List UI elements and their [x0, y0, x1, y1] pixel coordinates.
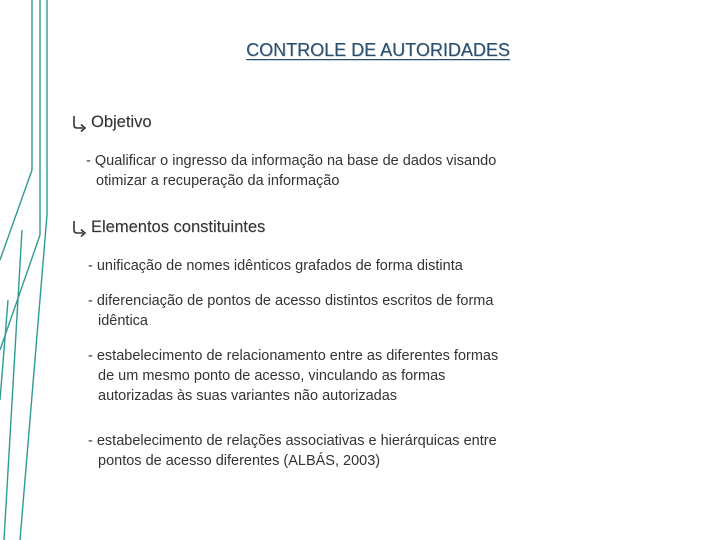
decorative-lines: [0, 0, 60, 540]
section-heading-text: Objetivo: [91, 113, 152, 131]
list-item-line: - diferenciação de pontos de acesso distintos escritos de forma: [88, 293, 494, 309]
list-item-line: - Qualificar o ingresso da informação na base de dados visando: [86, 153, 497, 169]
list-item-line: autorizadas às suas variantes não autorizadas: [98, 388, 398, 404]
section-heading: [70, 113, 152, 132]
section-objetivo: [70, 113, 152, 132]
curved-arrow-icon: [70, 114, 88, 132]
list-item: [86, 151, 496, 191]
list-item-line: idêntica: [98, 313, 148, 329]
list-item: [88, 291, 493, 331]
list-item-line: - estabelecimento de relações associativas e hierárquicas entre: [88, 433, 497, 449]
list-item: [88, 256, 463, 276]
list-item-line: - unificação de nomes idênticos grafados de forma distinta: [88, 258, 463, 274]
curved-arrow-icon: [70, 219, 88, 237]
list-item-line: otimizar a recuperação da informação: [96, 173, 340, 189]
page-title: CONTROLE DE AUTORIDADES: [246, 40, 510, 60]
section-heading-text: Elementos constituintes: [91, 218, 266, 236]
list-item-line: de um mesmo ponto de acesso, vinculando as formas: [98, 368, 446, 384]
section-heading: [70, 218, 265, 237]
list-item-line: - estabelecimento de relacionamento entre as diferentes formas: [88, 348, 499, 364]
list-item: [88, 346, 498, 406]
list-item-line: pontos de acesso diferentes (ALBÁS, 2003): [98, 453, 381, 469]
list-item: [88, 431, 497, 471]
section-elementos-constituintes: [70, 218, 265, 237]
